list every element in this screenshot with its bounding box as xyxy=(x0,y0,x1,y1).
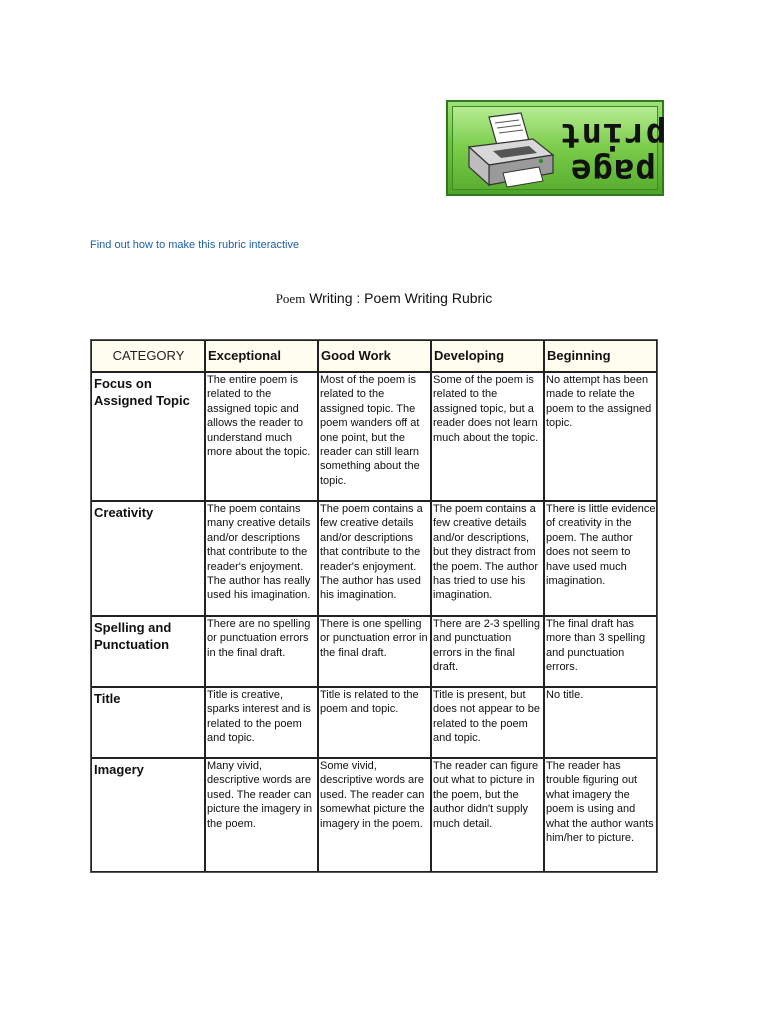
row-category: Creativity xyxy=(91,501,205,616)
rubric-cell: The reader has trouble figuring out what imagery the poem is using and what the author wants him/her to picture. xyxy=(544,758,657,872)
rubric-row-focus xyxy=(91,372,657,501)
header-beginning: Beginning xyxy=(544,340,657,372)
rubric-cell: The poem contains a few creative details and/or descriptions that contribute to the reader's enjoyment. The author has used his imagination. xyxy=(318,501,431,616)
make-interactive-link[interactable]: Find out how to make this rubric interactive xyxy=(90,239,300,251)
rubric-row-creativity xyxy=(91,501,657,616)
header-good-work: Good Work xyxy=(318,340,431,372)
header-exceptional: Exceptional xyxy=(205,340,318,372)
page-word: page xyxy=(570,151,656,191)
rubric-cell: There are no spelling or punctuation errors in the final draft. xyxy=(205,616,318,687)
rubric-cell: There is one spelling or punctuation error in the final draft. xyxy=(318,616,431,687)
rubric-cell: Title is present, but does not appear to be related to the poem and topic. xyxy=(431,687,544,758)
rubric-cell: Many vivid, descriptive words are used. The reader can picture the imagery in the poem. xyxy=(205,758,318,872)
rubric-cell: Some of the poem is related to the assigned topic, but a reader does not learn much about the topic. xyxy=(431,372,544,501)
row-category: Spelling and Punctuation xyxy=(91,616,205,687)
header-category: CATEGORY xyxy=(91,340,205,372)
rubric-cell: No attempt has been made to relate the poem to the assigned topic. xyxy=(544,372,657,501)
header-developing: Developing xyxy=(431,340,544,372)
rubric-row-imagery xyxy=(91,758,657,872)
print-word: print xyxy=(559,115,667,155)
row-category: Title xyxy=(91,687,205,758)
rubric-cell: There is little evidence of creativity in the poem. The author does not seem to have used much imagination. xyxy=(544,501,657,616)
rubric-cell: Some vivid, descriptive words are used. The reader can somewhat picture the imagery in the poem. xyxy=(318,758,431,872)
rubric-cell: No title. xyxy=(544,687,657,758)
rubric-header-row xyxy=(91,340,657,372)
rubric-cell: The poem contains a few creative details and/or descriptions, but they distract from the poem. The author has tried to use his imagination. xyxy=(431,501,544,616)
rubric-row-title xyxy=(91,687,657,758)
rubric-cell: Title is creative, sparks interest and is related to the poem and topic. xyxy=(205,687,318,758)
rubric-table xyxy=(90,339,658,873)
print-button-face xyxy=(452,106,667,191)
print-page-text xyxy=(559,111,667,195)
rubric-cell: The entire poem is related to the assigned topic and allows the reader to understand much more about the topic. xyxy=(205,372,318,501)
row-category: Imagery xyxy=(91,758,205,872)
rubric-title-part2: Writing : Poem Writing Rubric xyxy=(305,290,493,306)
rubric-row-spelling xyxy=(91,616,657,687)
printer-icon xyxy=(459,111,559,195)
rubric-cell: Most of the poem is related to the assigned topic. The poem wanders off at one point, but the reader can still learn something about the topic. xyxy=(318,372,431,501)
rubric-cell: The poem contains many creative details and/or descriptions that contribute to the reader's enjoyment. The author has really used his imagination. xyxy=(205,501,318,616)
rubric-title xyxy=(0,290,768,307)
row-category: Focus on Assigned Topic xyxy=(91,372,205,501)
print-page-button[interactable] xyxy=(446,100,667,196)
rubric-cell: There are 2-3 spelling and punctuation errors in the final draft. xyxy=(431,616,544,687)
rubric-cell: The reader can figure out what to picture in the poem, but the author didn't supply much detail. xyxy=(431,758,544,872)
rubric-cell: Title is related to the poem and topic. xyxy=(318,687,431,758)
rubric-title-part1: Poem xyxy=(275,291,306,306)
rubric-cell: The final draft has more than 3 spelling and punctuation errors. xyxy=(544,616,657,687)
